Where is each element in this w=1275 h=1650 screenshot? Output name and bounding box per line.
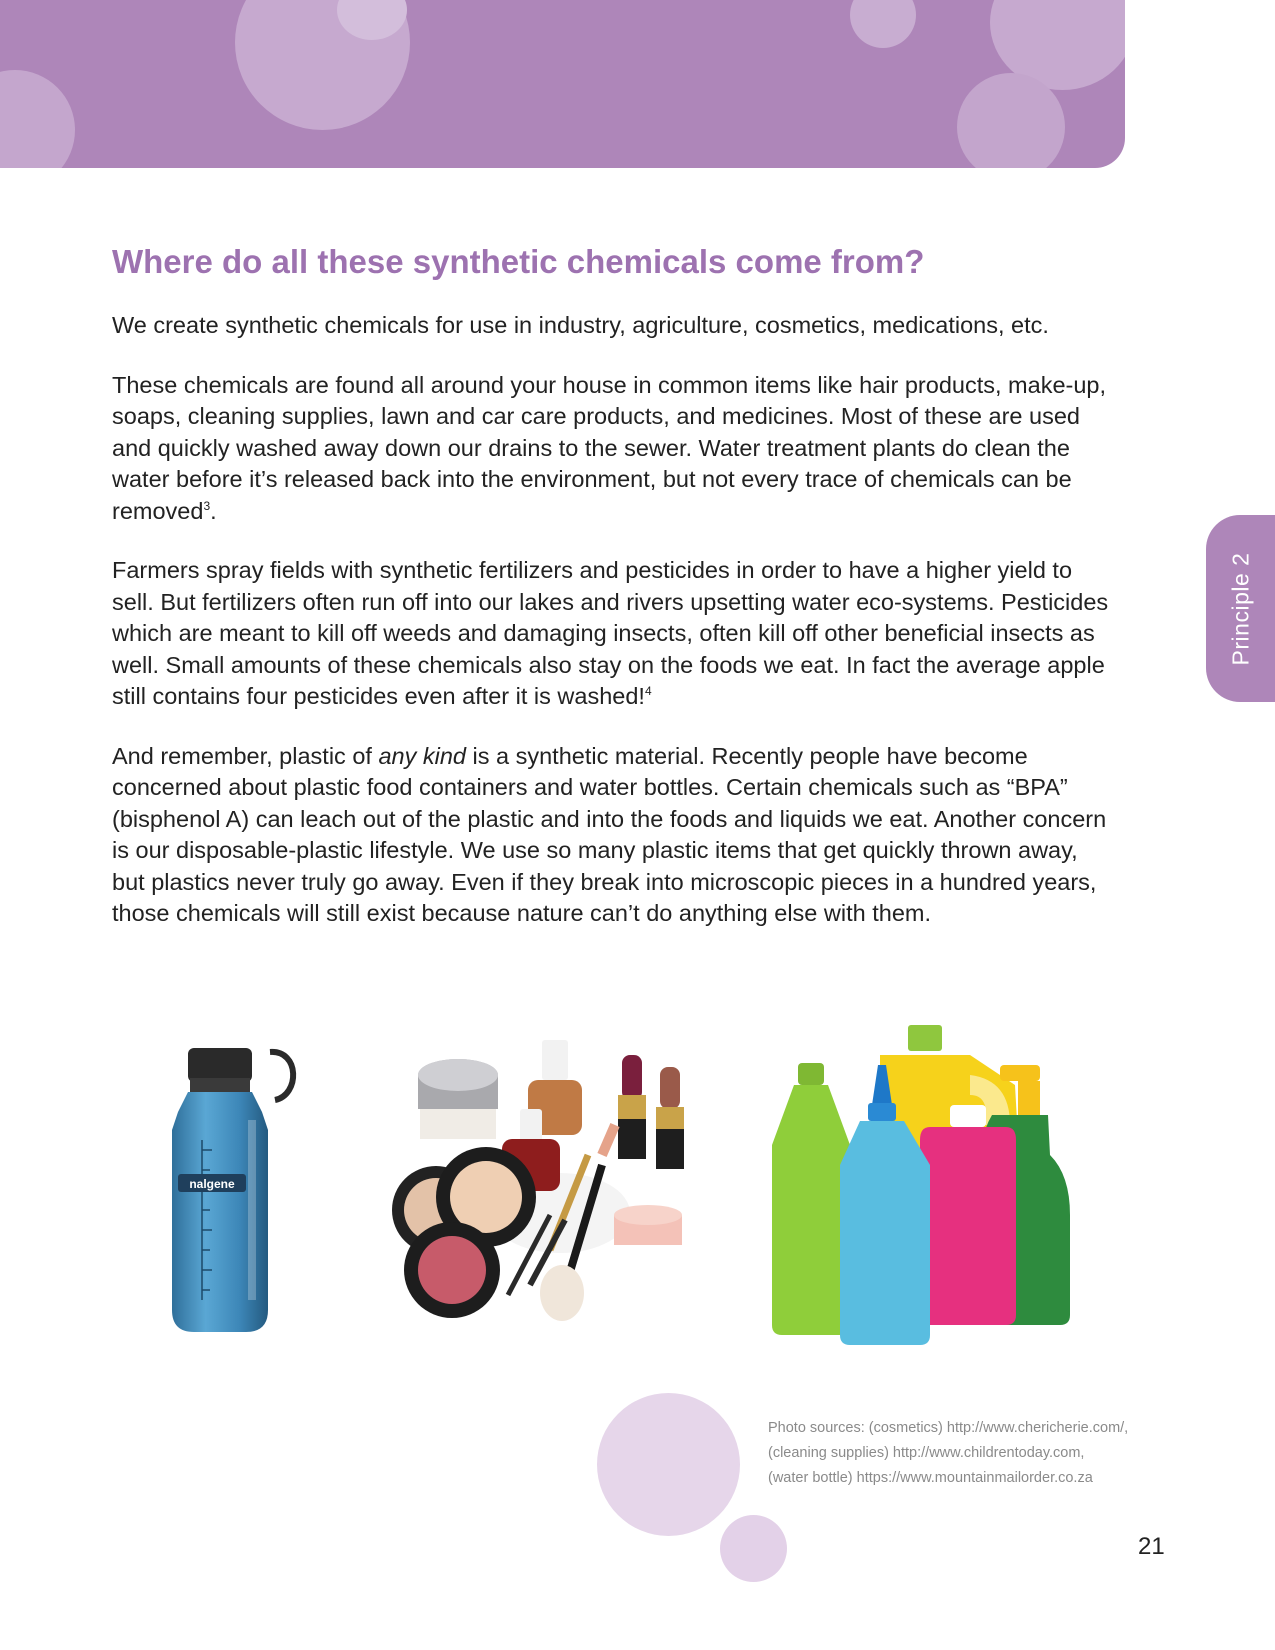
- footnote-marker: 3: [203, 498, 211, 513]
- body-text: [112, 310, 1112, 958]
- paragraph: And remember, plastic of any kind is a synthetic material. Recently people have become concerned about plastic food containers and water bottles. Certain chemicals such as “BPA” (bisphenol A) can leach out of the plastic and into the foods and liquids we eat. Another concern is our disposable-plastic lifestyle. We use so many plastic items that get quickly thrown away, but plastics never truly go away. Even if they break into microscopic pieces in a hundred years, those chemicals will still exist because nature can’t do anything else with them.: [112, 742, 1107, 926]
- footnote-marker: 4: [644, 684, 652, 698]
- emphasis-text: any kind: [378, 742, 466, 769]
- decorative-bubble: [720, 1515, 787, 1582]
- bottle-brand-label: nalgene: [189, 1177, 235, 1191]
- decorative-bubble: [597, 1393, 740, 1536]
- banner-bubble: [0, 70, 75, 168]
- credit-line: (cleaning supplies) http://www.childrentoday.com,: [768, 1445, 1085, 1461]
- top-banner: [0, 0, 1125, 168]
- side-tab-label: Principle 2: [1227, 552, 1253, 665]
- page-number: 21: [1138, 1533, 1165, 1560]
- paragraph: We create synthetic chemicals for use in industry, agriculture, cosmetics, medications, etc.: [112, 312, 1049, 338]
- photo-credits: [768, 1416, 1168, 1491]
- paragraph: Farmers spray fields with synthetic fertilizers and pesticides in order to have a higher yield to sell. But fertilizers often run off into our lakes and rivers upsetting water eco-systems. Pesticides which are meant to kill off weeds and damaging insects, often kill off other beneficial insects as well. Small amounts of these chemicals also stay on the foods we eat. In fact the average apple still contains four pesticides even after it is washed!$^4$: [112, 557, 1109, 709]
- credit-line: Photo sources: (cosmetics) http://www.chericherie.com/,: [768, 1420, 1129, 1436]
- paragraph: These chemicals are found all around your house in common items like hair products, make-up, soaps, cleaning supplies, lawn and car care products, and medicines. Most of these are used and quickly washed away down our drains to the sewer. Water treatment plants do clean the water before it’s released back into the environment, but not every trace of chemicals can be removed$^3$.: [112, 371, 1107, 524]
- cleaning-supplies-photo: [770, 1025, 1080, 1345]
- banner-bubble: [850, 0, 916, 48]
- side-tab: [1206, 515, 1275, 702]
- page-heading: Where do all these synthetic chemicals come from?: [112, 243, 925, 280]
- cosmetics-photo: [370, 1035, 720, 1345]
- water-bottle-photo: [150, 1040, 300, 1340]
- credit-line: (water bottle) https://www.mountainmailorder.co.za: [768, 1470, 1093, 1486]
